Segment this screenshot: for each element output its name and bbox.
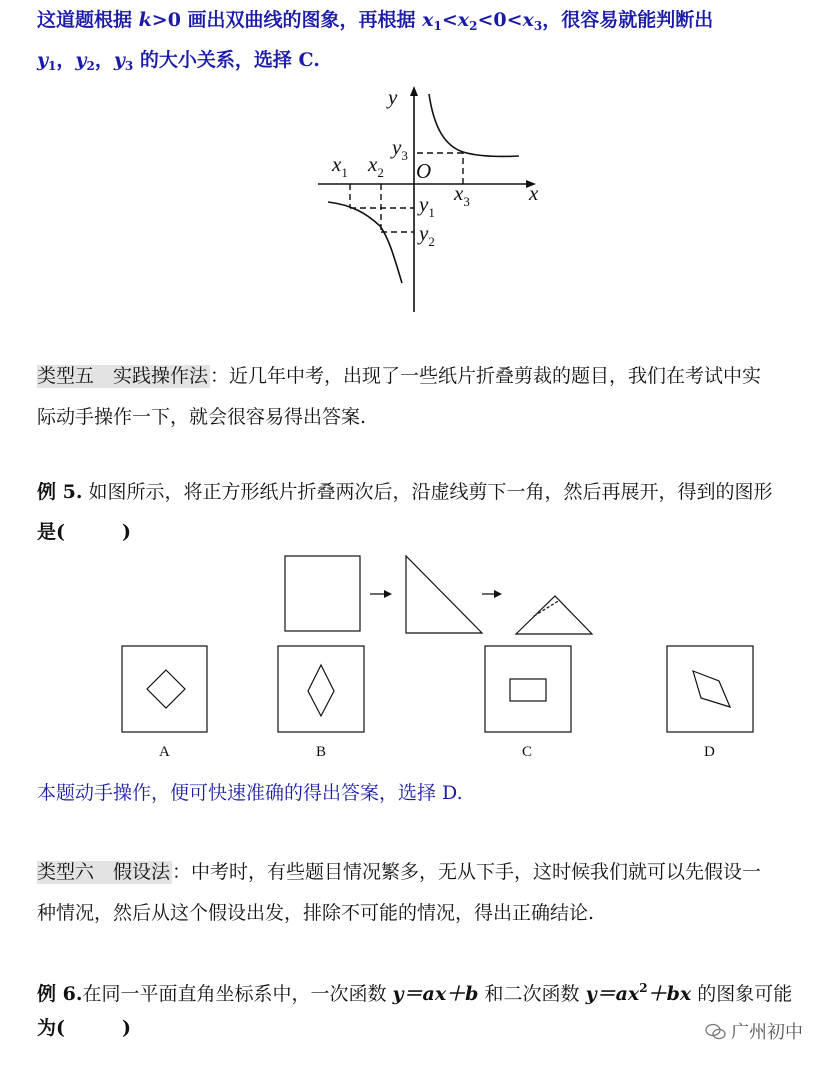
example5-label: 例 5. [37,481,83,503]
option-a-square [122,646,207,732]
option-d-label: D [704,744,715,760]
example6-line-1: 例 6.在同一平面直角坐标系中，一次函数 y＝ax＋b 和二次函数 $y=ax^2+bx$ 的图象可能 [37,981,793,1005]
type6-line-1: 类型六 假设法 ：中考时，有些题目情况繁多，无从下手，这时候我们就可以先假设一 [37,861,762,883]
arrow-1-head-icon [384,590,392,598]
type5-line-1: 类型五 实践操作法 ：近几年中考，出现了一些纸片折叠剪裁的题目，我们在考试中实 [37,365,762,387]
folded-small-triangle [516,596,592,634]
square-paper [285,556,360,631]
option-c-label: C [522,744,533,760]
wechat-icon [705,1023,727,1041]
folded-triangle [406,556,482,633]
origin-label: O [416,159,432,183]
option-a-shape [147,670,185,708]
example5-line-2: 是( ) [37,521,131,543]
y1-label: $y_1$ [419,192,435,220]
x2-label: $x_2$ [368,152,384,180]
y2-label: $y_2$ [419,221,435,249]
type5-heading: 类型五 实践操作法 [37,365,209,387]
option-b-shape [308,665,334,716]
option-c-shape [510,679,546,701]
explanation-line-2: $y_1$，$y_2$，$y_3$ 的大小关系，选择 C. [37,49,320,73]
option-a-label: A [159,744,170,760]
x-axis-label: x [529,181,539,205]
x3-label: $x_3$ [454,181,470,209]
arrow-2-head-icon [494,590,502,598]
x1-label: $x_1$ [332,152,348,180]
option-d-shape [693,671,730,707]
y-axis-label: y [388,85,398,109]
example5-line-1: 例 5. 如图所示，将正方形纸片折叠两次后，沿虚线剪下一角，然后再展开，得到的图形 [37,481,773,503]
example6-label: 例 6. [37,983,83,1005]
answer5-line: 本题动手操作，便可快速准确的得出答案，选择 D. [37,782,463,804]
folding-figure [280,552,600,642]
watermark: 广州初中 [705,1018,803,1044]
type6-line-2: 种情况，然后从这个假设出发，排除不可能的情况，得出正确结论. [37,902,595,924]
example6-line-2: 为( ) [37,1017,131,1039]
option-b-label: B [316,744,327,760]
cut-line [534,600,560,616]
options-figure [0,640,838,740]
hyperbola-branch-upper [429,94,519,157]
option-c-square [485,646,571,732]
y3-label: $y_3$ [392,135,408,163]
type6-heading: 类型六 假设法 [37,861,171,883]
y-axis-arrow-icon [410,86,418,96]
hyperbola-branch-lower [328,202,402,283]
option-b-square [278,646,364,732]
hyperbola-graph [300,80,560,315]
type5-line-2: 际动手操作一下，就会很容易得出答案. [37,406,367,428]
option-d-square [667,646,753,732]
explanation-line-1: 这道题根据 k>0 画出双曲线的图象，再根据 $x_1<x_2<0<x_3$，很容易就能判断出 [37,9,714,33]
